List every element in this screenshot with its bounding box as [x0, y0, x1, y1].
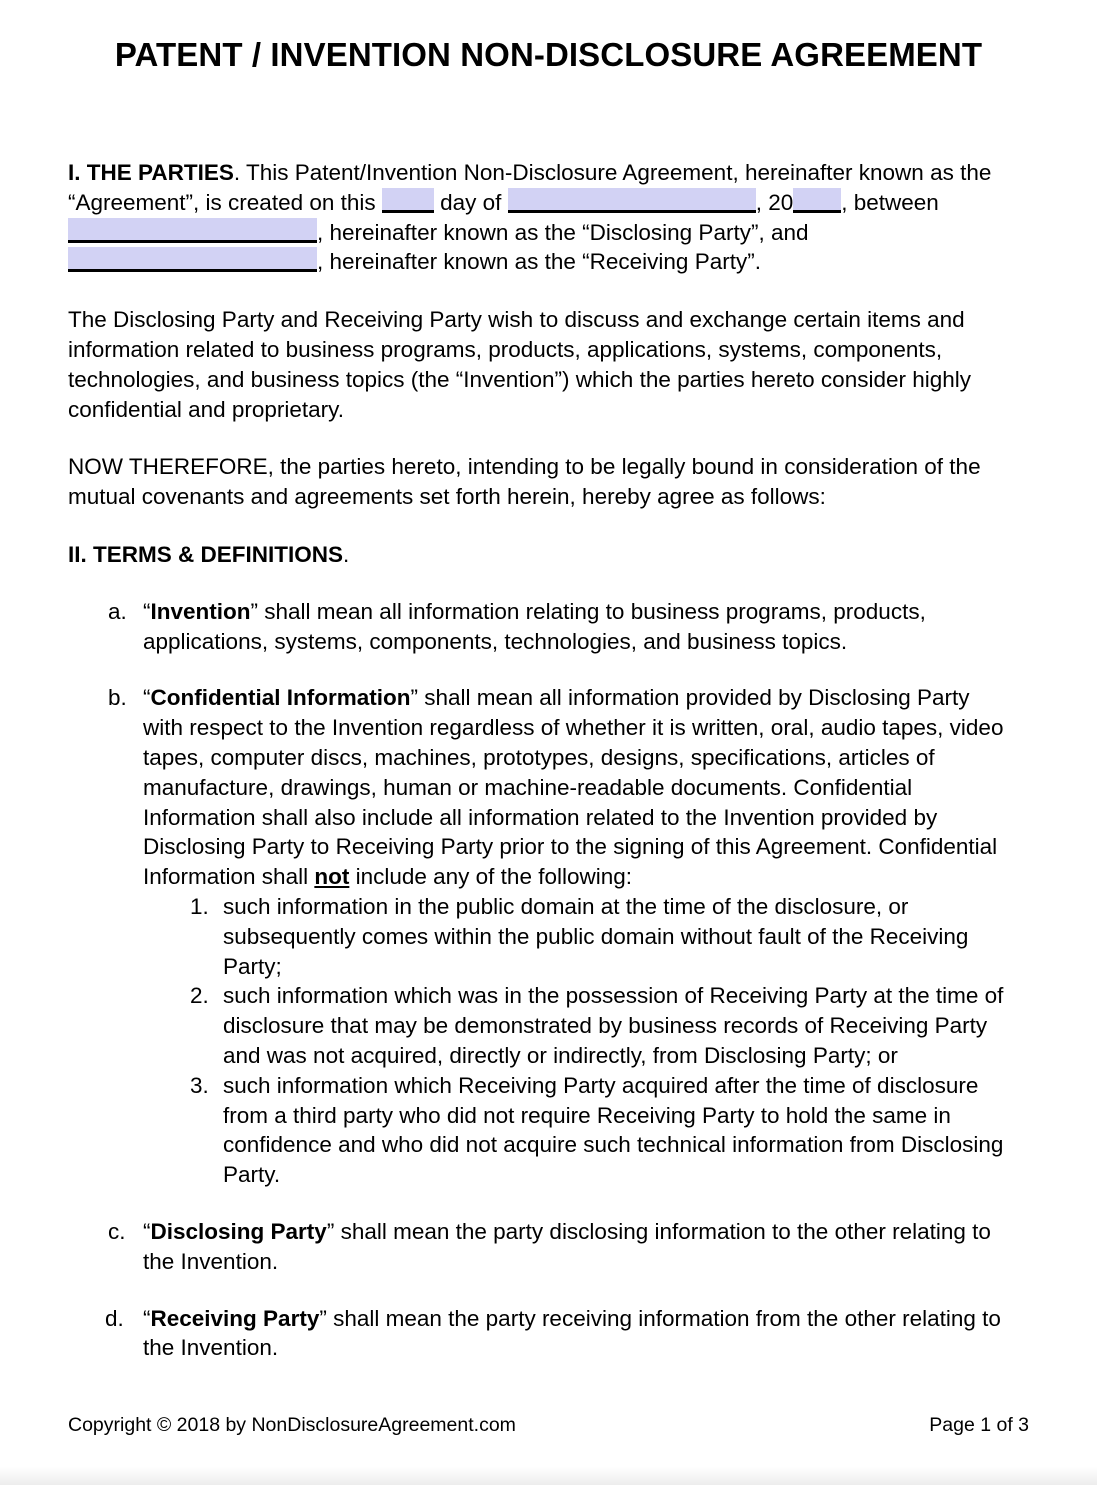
- definition-item-invention: [68, 597, 1006, 657]
- term-quote-close-d: ”: [319, 1305, 327, 1331]
- section-2-heading: [68, 540, 1006, 570]
- term-invention: Invention: [150, 598, 251, 624]
- list-marker-2: 2.: [190, 983, 209, 1009]
- definition-item-disclosing-party: [68, 1217, 1006, 1277]
- definition-text-confidential-before: shall mean all information provided by Disclosing Party with respect to the Invention regardless of whether it is written, oral, audio tapes, video tapes, computer discs, machines, prototypes, designs, specifications, articles of manufacture, drawings, human or machine-readable documents. Confidential Information shall also include all information related to the Invention provided by Disclosing Party to Receiving Party prior to the signing of this Agreement. Confidential Information shall: [143, 685, 1004, 890]
- list-marker-b: b.: [108, 685, 127, 711]
- section-1-text-1: . This Patent/Invention Non-Disclosure Agreement, hereinafter known as the “Agreement”, is created on this: [68, 160, 992, 215]
- blank-year-field[interactable]: [793, 188, 841, 213]
- page-footer: [68, 1413, 1029, 1437]
- definitions-list: [68, 597, 1006, 1363]
- exclusion-text-1: such information in the public domain at the time of the disclosure, or subsequently comes within the public domain without fault of the Receiving Party;: [223, 893, 969, 979]
- document-body: [68, 158, 1006, 1390]
- list-marker-a: a.: [108, 598, 127, 624]
- section-1-text-6: , hereinafter known as the “Receiving Party”.: [317, 249, 761, 275]
- term-quote-open-a: “: [143, 598, 151, 624]
- section-1-text-5: , hereinafter known as the “Disclosing Party”, and: [317, 219, 809, 245]
- blank-disclosing-party-field[interactable]: [68, 218, 317, 243]
- section-2-heading-period: .: [343, 541, 350, 567]
- list-marker-c: c.: [108, 1218, 126, 1244]
- section-2-heading-label: II. TERMS & DEFINITIONS: [68, 541, 344, 567]
- term-receiving-party: Receiving Party: [150, 1305, 320, 1331]
- section-1-text-3: , 20: [755, 189, 794, 215]
- list-marker-1: 1.: [190, 893, 209, 919]
- exclusions-list: [190, 892, 1006, 1190]
- blank-receiving-party-field[interactable]: [68, 247, 317, 272]
- term-quote-open-c: “: [143, 1218, 151, 1244]
- exclusions-list-wrapper: [143, 892, 1006, 1190]
- definition-item-confidential-information: [68, 683, 1006, 1190]
- exclusion-text-3: such information which Receiving Party acquired after the time of disclosure from a third party who did not require Receiving Party to hold the same in confidence and who did not acquire such technical information from Disclosing Party.: [223, 1072, 1004, 1188]
- term-quote-close-a: ”: [250, 598, 258, 624]
- definition-text-disclosing-party: shall mean the party disclosing information to the other relating to the Invention.: [143, 1218, 991, 1274]
- exclusion-item-1: [190, 892, 1006, 981]
- exclusion-item-3: [190, 1071, 1006, 1190]
- definition-text-receiving-party: shall mean the party receiving information from the other relating to the Invention.: [143, 1305, 1001, 1361]
- list-marker-d: d.: [105, 1305, 124, 1331]
- page-title: PATENT / INVENTION NON-DISCLOSURE AGREEMENT: [114, 36, 983, 73]
- section-1-text-4: , between: [841, 189, 939, 215]
- section-1-text-2: day of: [433, 189, 508, 215]
- term-quote-open-d: “: [143, 1305, 151, 1331]
- exclusion-text-2: such information which was in the possession of Receiving Party at the time of disclosure that may be demonstrated by business records of Receiving Party and was not acquired, directly or indirectly, from Disclosing Party; or: [223, 983, 1004, 1068]
- term-quote-close-b: ”: [410, 685, 418, 711]
- definition-text-confidential-after: include any of the following:: [349, 864, 633, 890]
- term-disclosing-party: Disclosing Party: [150, 1218, 327, 1244]
- term-quote-open-b: “: [143, 685, 151, 711]
- section-1-heading: I. THE PARTIES: [68, 160, 234, 185]
- term-confidential-information: Confidential Information: [150, 685, 411, 711]
- paragraph-now-therefore: NOW THEREFORE, the parties hereto, intending to be legally bound in consideration of the mutual covenants and agreements set forth herein, hereby agree as follows:: [68, 454, 981, 510]
- page-bottom-shadow: [0, 1467, 1097, 1485]
- section-the-parties: [68, 158, 1006, 277]
- footer-page-number: Page 1 of 3: [929, 1414, 1029, 1436]
- blank-day-field[interactable]: [382, 188, 434, 213]
- paragraph-purpose: The Disclosing Party and Receiving Party wish to discuss and exchange certain items and information related to business programs, products, applications, systems, components, technologies, and business topics (the “Invention”) which the parties hereto consider highly confidential and proprietary.: [68, 307, 972, 422]
- footer-copyright: Copyright © 2018 by NonDisclosureAgreement.com: [68, 1414, 516, 1436]
- definition-text-invention: shall mean all information relating to business programs, products, applications, systems, components, technologies, and business topics.: [143, 598, 926, 654]
- list-marker-3: 3.: [190, 1072, 209, 1098]
- term-quote-close-c: ”: [326, 1218, 335, 1244]
- definition-item-receiving-party: [68, 1304, 1006, 1364]
- blank-month-field[interactable]: [508, 188, 756, 213]
- emphasis-not: not: [314, 864, 350, 890]
- exclusion-item-2: [190, 981, 1006, 1070]
